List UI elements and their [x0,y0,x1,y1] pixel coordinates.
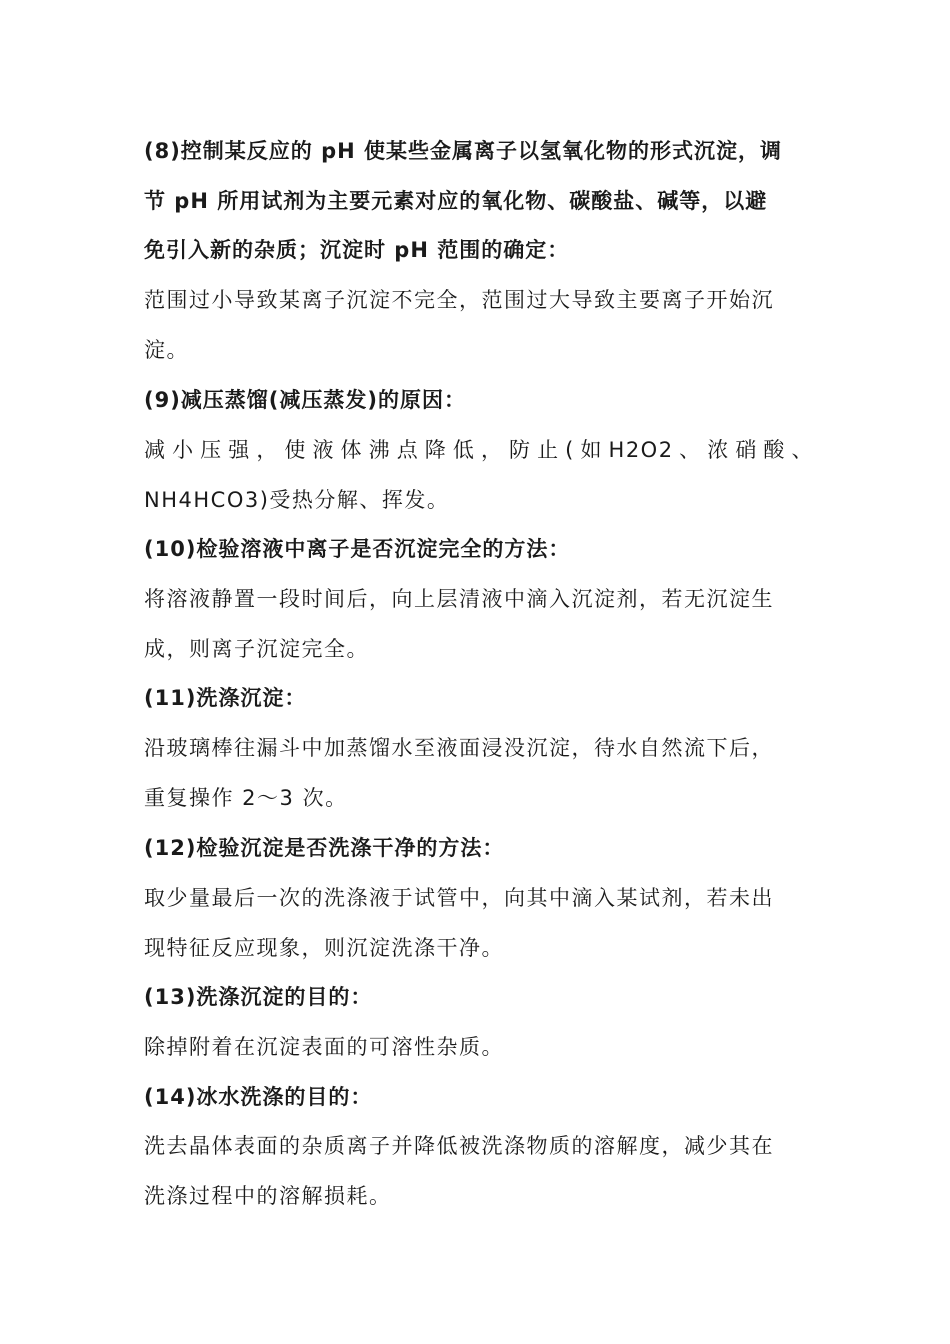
text-fragment: 浓 [707,438,730,462]
text-fragment: 酸 [763,438,786,462]
text-fragment: 低 [452,438,476,462]
text-fragment: ， [480,438,504,462]
section-11-body-line-1: 沿玻璃棒往漏斗中加蒸馏水至液面浸没沉淀，待水自然流下后， [144,736,774,760]
section-14-body-line-2: 洗涤过程中的溶解损耗。 [144,1184,392,1208]
section-9-heading: (9)减压蒸馏(减压蒸发)的原因： [144,388,467,412]
section-12-body-line-1: 取少量最后一次的洗涤液于试管中，向其中滴入某试剂，若未出 [144,886,774,910]
section-9-body-line-1 [144,430,814,470]
section-13-body-line-1: 除掉附着在沉淀表面的可溶性杂质。 [144,1035,504,1059]
section-9-body-line-2: NH4HCO3)受热分解、挥发。 [144,488,450,512]
text-fragment: H2O2 [608,438,674,462]
section-12-heading: (12)检验沉淀是否洗涤干净的方法： [144,836,505,860]
section-8-body-line-2: 淀。 [144,338,189,362]
section-13-heading: (13)洗涤沉淀的目的： [144,985,373,1009]
section-14-heading: (14)冰水洗涤的目的： [144,1085,373,1109]
text-fragment: 止 [537,438,560,462]
text-fragment: 点 [396,438,420,462]
text-fragment: 体 [340,438,364,462]
text-fragment: ( [565,438,575,462]
section-12-body-line-2: 现特征反应现象，则沉淀洗涤干净。 [144,936,504,960]
text-fragment: ， [256,438,279,462]
text-fragment: 降 [424,438,448,462]
text-fragment: 压 [200,438,223,462]
text-fragment: 沸 [368,438,392,462]
section-10-heading: (10)检验溶液中离子是否沉淀完全的方法： [144,537,571,561]
section-10-body-line-2: 成，则离子沉淀完全。 [144,637,369,661]
text-fragment: 小 [172,438,195,462]
section-8-heading-line-3: 免引入新的杂质；沉淀时 pH 范围的确定： [144,238,570,262]
section-11-body-line-2: 重复操作 2～3 次。 [144,786,348,810]
section-10-body-line-1: 将溶液静置一段时间后，向上层清液中滴入沉淀剂，若无沉淀生 [144,587,774,611]
section-8-body-line-1: 范围过小导致某离子沉淀不完全，范围过大导致主要离子开始沉 [144,288,774,312]
text-fragment: 如 [580,438,603,462]
text-fragment: 、 [679,438,702,462]
text-fragment: 、 [791,438,814,462]
text-fragment: 防 [509,438,532,462]
text-fragment: 液 [312,438,335,462]
section-8-heading-line-1: (8)控制某反应的 pH 使某些金属离子以氢氧化物的形式沉淀，调 [144,139,783,163]
text-fragment: 减 [144,438,167,462]
text-fragment: 强 [228,438,251,462]
section-11-heading: (11)洗涤沉淀： [144,686,307,710]
section-8-heading-line-2: 节 pH 所用试剂为主要元素对应的氧化物、碳酸盐、碱等，以避 [144,189,768,213]
section-14-body-line-1: 洗去晶体表面的杂质离子并降低被洗涤物质的溶解度，减少其在 [144,1134,774,1158]
text-fragment: 硝 [735,438,758,462]
text-fragment: 使 [284,438,307,462]
